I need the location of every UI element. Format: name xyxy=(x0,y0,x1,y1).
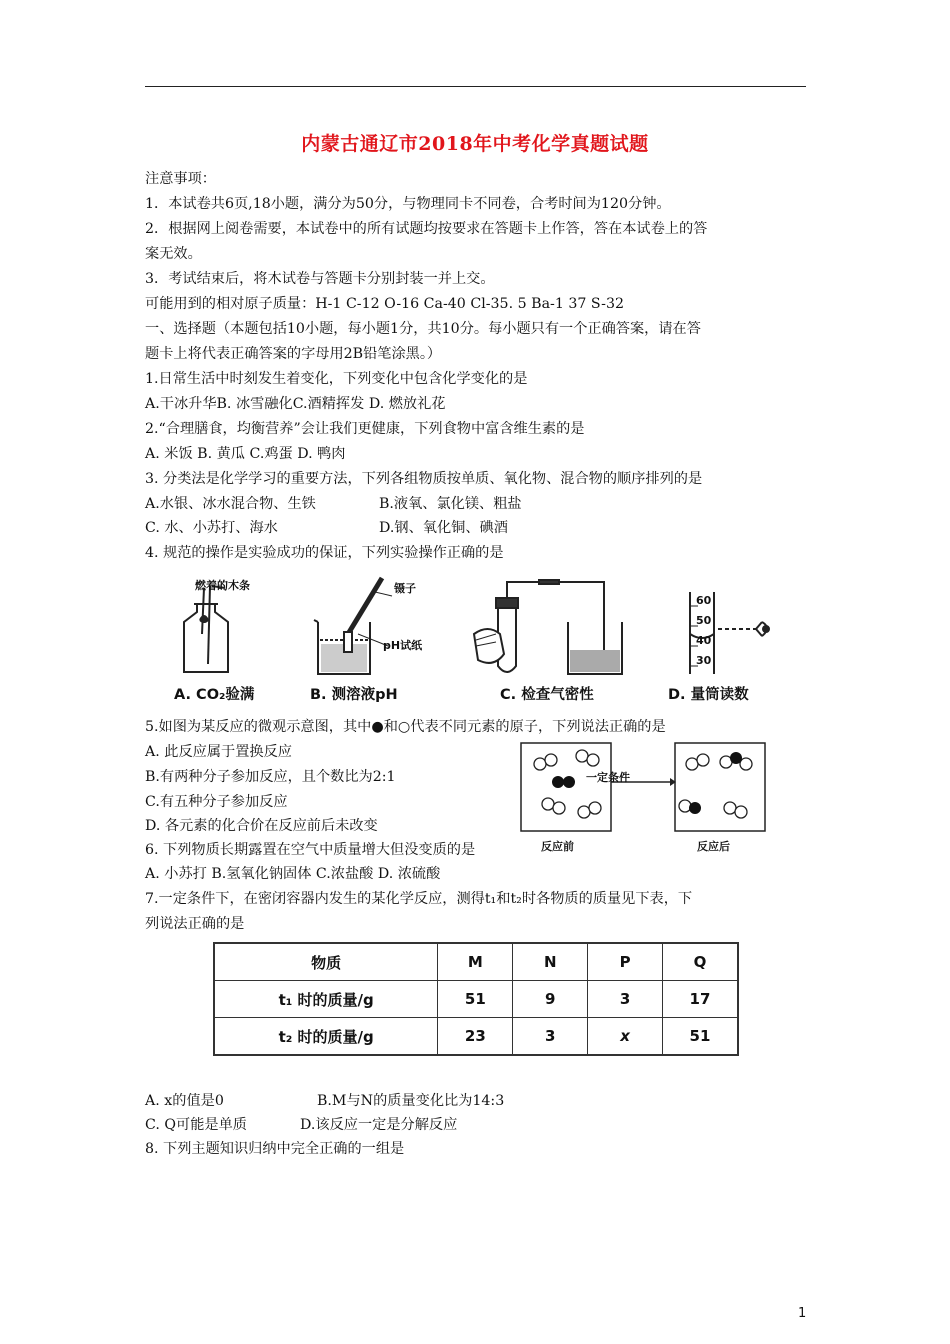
section-heading: 一、选择题（本题包括10小题，每小题1分，共10分。每小题只有一个正确答案，请在答 xyxy=(145,321,701,337)
q7-option-c: C. Q可能是单质 xyxy=(145,1117,247,1133)
atomic-masses: 可能用到的相对原子质量：H-1 C-12 O-16 Ca-40 Cl-35. 5 Ba-1 37 S-32 xyxy=(145,296,625,312)
q7-stem-text: 7.一定条件下，在密闭容器内发生的某化学反应，测得 xyxy=(145,891,485,907)
q5-stem: 5.如图为某反应的微观示意图，其中●和○代表不同元素的原子，下列说法正确的是 xyxy=(145,719,666,735)
label-burning-stick: 燃着的木条 xyxy=(195,579,250,592)
table-header: N xyxy=(513,943,588,981)
q7-stem-text-2: 时各物质的质量见下表，下 xyxy=(521,891,693,907)
caption-d: D. 量筒读数 xyxy=(668,687,749,703)
table-cell: x xyxy=(588,1018,663,1056)
q3-option-b: B.液氧、氯化镁、粗盐 xyxy=(379,496,522,512)
caption-b: B. 测溶液pH xyxy=(310,687,398,703)
label-ph-paper: pH试纸 xyxy=(383,639,423,652)
note-1: 1．本试卷共6页,18小题，满分为50分，与物理同卡不同卷，合考时间为120分钟。 xyxy=(145,196,671,212)
tick-60: 60 xyxy=(696,594,712,607)
table-cell: 3 xyxy=(513,1018,588,1056)
tick-40: 40 xyxy=(696,634,712,647)
arrow-condition: 一定条件 xyxy=(586,771,630,784)
label-before: 反应前 xyxy=(541,840,574,853)
q1-stem: 1.日常生活中时刻发生着变化，下列变化中包含化学变化的是 xyxy=(145,371,528,387)
page-number: 1 xyxy=(798,1306,807,1321)
q5-option-a: A. 此反应属于置换反应 xyxy=(145,744,292,760)
tick-30: 30 xyxy=(696,654,712,667)
q3-option-c: C. 水、小苏打、海水 xyxy=(145,520,278,536)
co2-bottle-figure xyxy=(184,586,228,672)
table-cell: 51 xyxy=(662,1018,738,1056)
page-title: 内蒙古通辽市2018年中考化学真题试题 xyxy=(301,133,649,155)
caption-c: C. 检查气密性 xyxy=(500,687,594,703)
q7-option-b: B.M与N的质量变化比为14:3 xyxy=(317,1093,505,1109)
q5-option-d: D. 各元素的化合价在反应前后未改变 xyxy=(145,818,378,834)
q7-t1: t₁ xyxy=(484,891,497,907)
q2-stem: 2.“合理膳食，均衡营养”会让我们更健康，下列食物中富含维生素的是 xyxy=(145,421,585,437)
q5-option-b: B.有两种分子参加反应，且个数比为2:1 xyxy=(145,769,396,785)
table-header: 物质 xyxy=(214,943,438,981)
q7-and: 和 xyxy=(496,891,511,907)
q4-stem: 4. 规范的操作是实验成功的保证，下列实验操作正确的是 xyxy=(145,545,504,561)
caption-a: A. CO₂验满 xyxy=(174,687,255,703)
q6-stem: 6. 下列物质长期露置在空气中质量增大但没变质的是 xyxy=(145,842,476,858)
table-cell: 51 xyxy=(438,981,513,1018)
q7-option-a: A. x的值是0 xyxy=(145,1093,224,1109)
mass-table xyxy=(213,942,739,1056)
q7-t2: t₂ xyxy=(510,891,522,907)
table-cell: 17 xyxy=(662,981,738,1018)
q8-stem: 8. 下列主题知识归纳中完全正确的一组是 xyxy=(145,1141,405,1157)
q6-options: A. 小苏打 B.氢氧化钠固体 C.浓盐酸 D. 浓硫酸 xyxy=(145,866,441,882)
tick-50: 50 xyxy=(696,614,712,627)
header-rule xyxy=(145,86,806,87)
q1-options: A.干冰升华B. 冰雪融化C.酒精挥发 D. 燃放礼花 xyxy=(145,396,446,412)
airtight-figure xyxy=(474,580,622,674)
q5-option-c: C.有五种分子参加反应 xyxy=(145,794,288,810)
q4-figure xyxy=(170,574,780,680)
table-header: Q xyxy=(662,943,738,981)
note-3: 3．考试结束后，将木试卷与答题卡分别封装一并上交。 xyxy=(145,271,495,287)
q7-stem-cont: 列说法正确的是 xyxy=(145,916,245,932)
q7-stem xyxy=(145,889,692,909)
table-header: M xyxy=(438,943,513,981)
table-cell: 9 xyxy=(513,981,588,1018)
label-after: 反应后 xyxy=(697,840,730,853)
table-cell: 23 xyxy=(438,1018,513,1056)
note-2-cont: 案无效。 xyxy=(145,246,202,262)
q5-reaction-diagram xyxy=(520,742,770,837)
section-heading-cont: 题卡上将代表正确答案的字母用2B铅笔涂黑。） xyxy=(145,346,442,362)
q3-option-d: D.钢、氧化铜、碘酒 xyxy=(379,520,508,536)
table-cell: t₁ 时的质量/g xyxy=(214,981,438,1018)
table-row xyxy=(214,981,738,1018)
q2-options: A. 米饭 B. 黄瓜 C.鸡蛋 D. 鸭肉 xyxy=(145,446,346,462)
table-header-row xyxy=(214,943,738,981)
table-row xyxy=(214,1018,738,1056)
ph-beaker-figure xyxy=(314,578,392,674)
table-header: P xyxy=(588,943,663,981)
note-2: 2．根据网上阅卷需要，本试卷中的所有试题均按要求在答题卡上作答，答在本试卷上的答 xyxy=(145,221,708,237)
after-box xyxy=(675,743,765,831)
q3-option-a: A.水银、冰水混合物、生铁 xyxy=(145,496,316,512)
table-cell: t₂ 时的质量/g xyxy=(214,1018,438,1056)
q7-option-d: D.该反应一定是分解反应 xyxy=(300,1117,458,1133)
table-cell: 3 xyxy=(588,981,663,1018)
notes-heading: 注意事项： xyxy=(145,171,216,187)
q3-stem: 3. 分类法是化学学习的重要方法，下列各组物质按单质、氧化物、混合物的顺序排列的是 xyxy=(145,471,703,487)
label-tweezers: 镊子 xyxy=(394,582,416,595)
